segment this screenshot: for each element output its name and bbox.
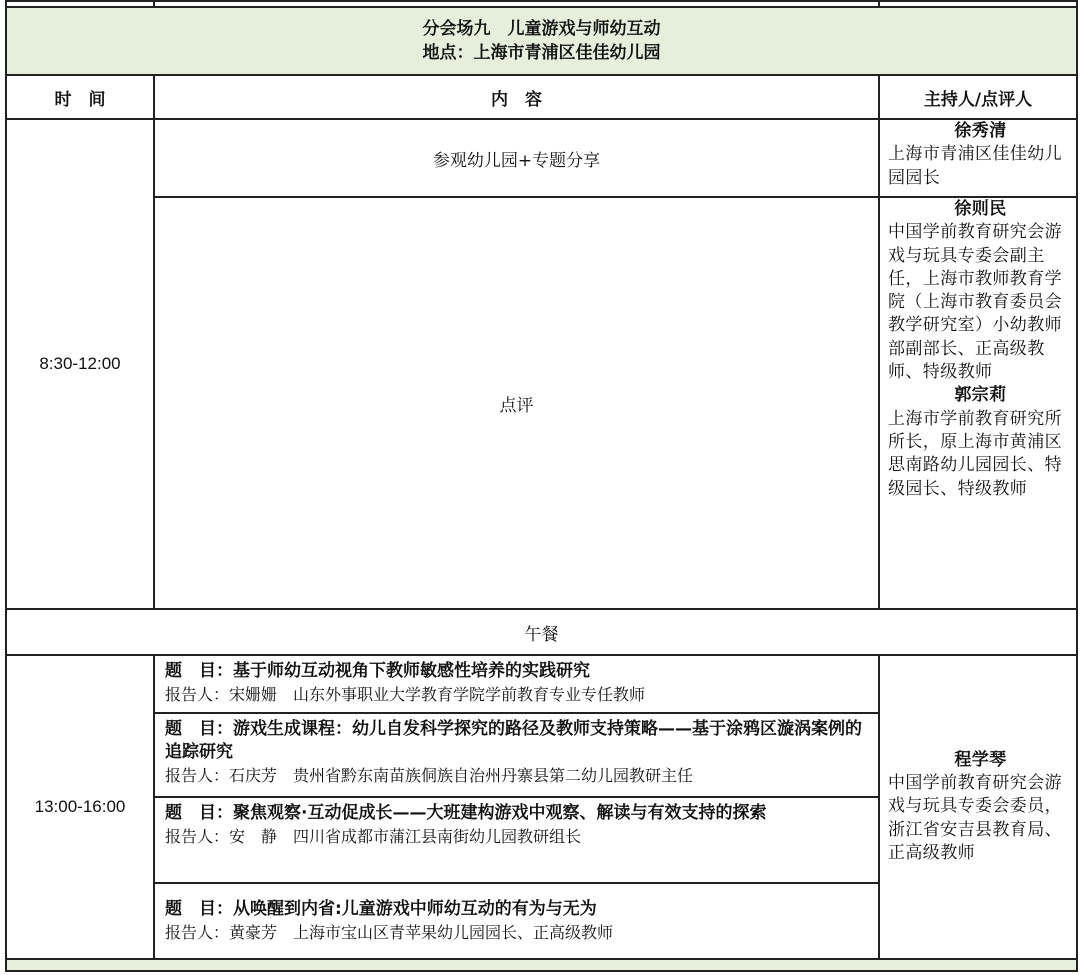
bottom-strip-row (6, 959, 1077, 971)
session-title-row (6, 7, 1077, 75)
talk-reporter: 石庆芳 贵州省黔东南苗族侗族自治州丹寨县第二幼儿园教研主任 (229, 766, 694, 785)
lunch-row (6, 609, 1077, 655)
talk-reporter: 安 静 四川省成都市蒲江县南街幼儿园教研组长 (229, 827, 582, 846)
header-content: 内 容 (154, 75, 879, 119)
talk-reporter-label: 报告人： (165, 685, 230, 704)
talk-reporter-label: 报告人： (165, 766, 230, 785)
talk-row (6, 655, 1077, 713)
host-name: 程学琴 (954, 749, 1007, 770)
talk-title-line (165, 718, 870, 764)
talk-title-line (165, 898, 870, 921)
host-title: 上海市青浦区佳佳幼儿园园长 (888, 144, 1062, 188)
header-time: 时 间 (6, 75, 154, 119)
schedule-table (5, 0, 1078, 972)
talk-title-label: 题 目： (165, 719, 233, 739)
talk-cell (154, 797, 879, 883)
host-name: 徐秀清 (954, 121, 1007, 141)
morning-row-visit (6, 119, 1077, 197)
header-row (6, 75, 1077, 119)
morning-content-visit: 参观幼儿园+专题分享 (154, 119, 879, 197)
host-cell-review (879, 197, 1077, 609)
session-title-cell (6, 7, 1077, 75)
talk-title: 基于师幼互动视角下教师敏感性培养的实践研究 (233, 661, 590, 681)
host-cell-visit (879, 119, 1077, 197)
talk-reporter-label: 报告人： (165, 827, 230, 846)
talk-title: 游戏生成课程：幼儿自发科学探究的路径及教师支持策略——基于涂鸦区漩涡案例的追踪研究 (165, 719, 862, 762)
lunch-cell: 午餐 (6, 609, 1077, 655)
talk-cell (154, 713, 879, 797)
host-title: 上海市学前教育研究所所长，原上海市黄浦区思南路幼儿园园长、特级园长、特级教师 (888, 408, 1062, 499)
talk-title: 聚焦观察·互动促成长——大班建构游戏中观察、解读与有效支持的探索 (233, 803, 767, 823)
host-title: 中国学前教育研究会游戏与玩具专委会副主任，上海市教师教育学院（上海市教育委员会教学研究室）小幼教师部副部长、正高级教师、特级教师 (888, 222, 1062, 383)
talk-reporter-line (165, 921, 870, 944)
talk-title-label: 题 目： (165, 899, 233, 919)
session-title: 分会场九 儿童游戏与师幼互动 (422, 19, 661, 39)
morning-time: 8:30-12:00 (6, 119, 154, 609)
talk-title-line (165, 802, 870, 825)
talk-reporter: 黄豪芳 上海市宝山区青苹果幼儿园园长、正高级教师 (229, 923, 614, 942)
talk-cell (154, 883, 879, 959)
talk-reporter: 宋姗姗 山东外事职业大学教育学院学前教育专业专任教师 (229, 685, 646, 704)
host-name: 徐则民 (954, 199, 1007, 219)
afternoon-time: 13:00-16:00 (6, 655, 154, 959)
talk-reporter-line (165, 825, 870, 848)
bottom-strip-cell (6, 959, 1077, 971)
talk-title: 从唤醒到内省:儿童游戏中师幼互动的有为与无为 (233, 899, 597, 919)
talk-title-line (165, 660, 870, 683)
talk-title-label: 题 目： (165, 661, 233, 681)
morning-row-review (6, 197, 1077, 609)
talk-reporter-line (165, 764, 870, 787)
talk-reporter-label: 报告人： (165, 923, 230, 942)
header-host: 主持人/点评人 (879, 75, 1077, 119)
host-title: 中国学前教育研究会游戏与玩具专委会委员，浙江省安吉县教育局、正高级教师 (888, 773, 1062, 863)
talk-cell (154, 655, 879, 713)
host-name: 郭宗莉 (954, 385, 1007, 406)
session-location: 地点：上海市青浦区佳佳幼儿园 (422, 43, 661, 63)
morning-content-review: 点评 (154, 197, 879, 609)
talk-reporter-line (165, 683, 870, 706)
talk-title-label: 题 目： (165, 803, 233, 823)
host-cell-afternoon (879, 655, 1077, 959)
